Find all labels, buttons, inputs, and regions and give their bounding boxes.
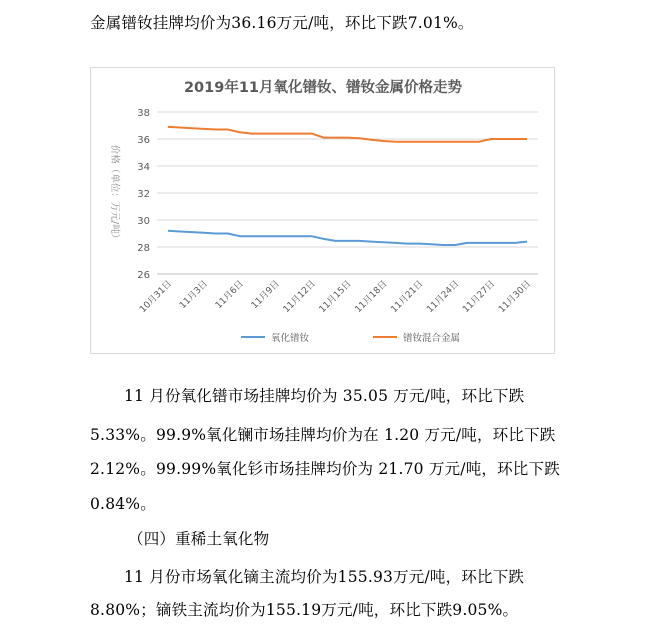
legend-label: 氧化镨钕 [271,333,310,344]
paragraph-line: 2.12%。99.99%氧化钐市场挂牌均价为 21.70 万元/吨，环比下跌 [90,460,560,478]
paragraph-line: 0.84%。 [90,495,156,513]
x-tick-label: 11月21日 [389,279,426,316]
x-tick-label: 11月27日 [461,279,498,316]
chart-title: 2019年11月氧化镨钕、镨钕金属价格走势 [183,80,463,96]
y-tick-label: 30 [137,216,150,227]
section-heading: （四）重稀土氧化物 [128,530,270,548]
legend-label: 镨钕混合金属 [403,333,461,344]
y-tick-label: 34 [137,162,150,173]
paragraph-line: 金属镨钕挂牌均价为36.16万元/吨，环比下跌7.01%。 [90,14,474,32]
x-tick-label: 10月31日 [138,279,175,316]
x-tick-label: 11月6日 [213,279,246,312]
paragraph-line: 11 月份氧化镨市场挂牌均价为 35.05 万元/吨，环比下跌 [124,387,525,405]
series-line [168,231,527,245]
x-tick-label: 11月24日 [425,279,462,316]
x-tick-label: 11月3日 [178,279,211,312]
y-tick-label: 32 [137,189,150,200]
series-lines [168,127,527,245]
legend [241,332,460,344]
x-tick-label: 11月9日 [249,279,282,312]
y-tick-label: 28 [137,243,150,254]
x-tick-label: 11月30日 [497,279,534,316]
gridlines [157,112,538,274]
y-axis-label: 价格（单位：万元/吨） [109,144,120,244]
y-tick-label: 36 [137,135,150,146]
x-tick-label: 11月12日 [281,279,318,316]
chart-container [90,67,555,354]
y-tick-label: 26 [137,270,150,281]
y-axis-ticks [137,108,150,281]
x-tick-label: 11月15日 [317,279,354,316]
paragraph-line: 11 月份市场氧化镝主流均价为155.93万元/吨，环比下跌 [124,568,525,586]
price-trend-chart [91,68,554,353]
paragraph-line: 5.33%。99.9%氧化镧市场挂牌均价为在 1.20 万元/吨，环比下跌 [90,426,556,444]
y-tick-label: 38 [137,108,150,119]
x-axis-ticks [137,278,533,315]
paragraph-line: 8.80%；镝铁主流均价为155.19万元/吨，环比下跌9.05%。 [90,601,519,619]
x-tick-label: 11月18日 [353,279,390,316]
